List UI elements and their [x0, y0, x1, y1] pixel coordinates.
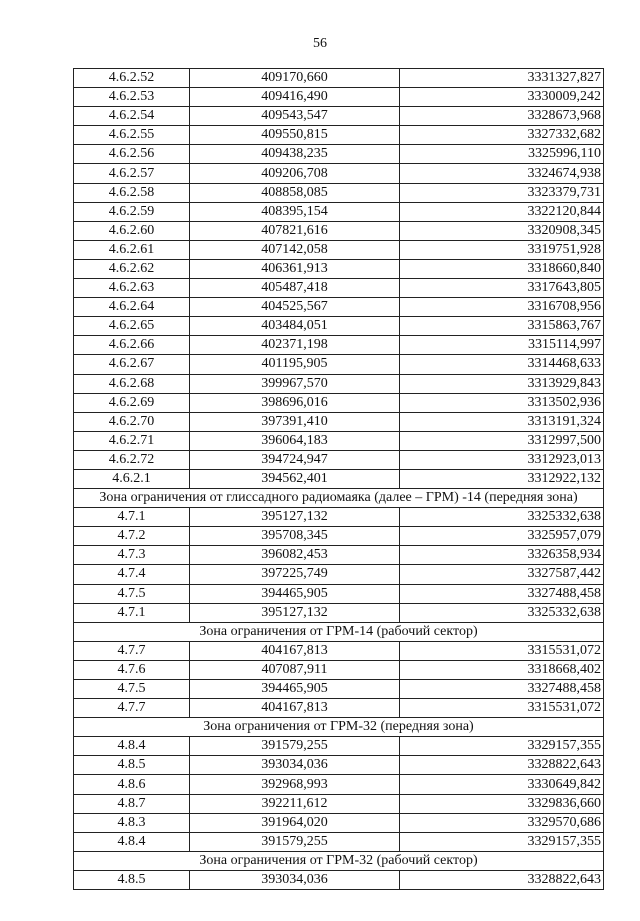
y-coordinate-cell: 3315531,072 — [400, 699, 604, 718]
point-number-cell: 4.8.7 — [74, 794, 190, 813]
y-coordinate-cell: 3316708,956 — [400, 298, 604, 317]
y-coordinate-cell: 3318660,840 — [400, 259, 604, 278]
table-row — [74, 240, 604, 259]
y-coordinate-cell: 3325957,079 — [400, 527, 604, 546]
point-number-cell: 4.7.6 — [74, 660, 190, 679]
table-row — [74, 870, 604, 889]
x-coordinate-cell: 393034,036 — [190, 870, 400, 889]
table-row — [74, 680, 604, 699]
table-row — [74, 431, 604, 450]
x-coordinate-cell: 396064,183 — [190, 431, 400, 450]
x-coordinate-cell: 408858,085 — [190, 183, 400, 202]
y-coordinate-cell: 3313929,843 — [400, 374, 604, 393]
y-coordinate-cell: 3328822,643 — [400, 870, 604, 889]
x-coordinate-cell: 396082,453 — [190, 546, 400, 565]
table-row — [74, 88, 604, 107]
y-coordinate-cell: 3313191,324 — [400, 412, 604, 431]
point-number-cell: 4.7.3 — [74, 546, 190, 565]
point-number-cell: 4.8.3 — [74, 813, 190, 832]
point-number-cell: 4.6.2.60 — [74, 221, 190, 240]
point-number-cell: 4.7.1 — [74, 508, 190, 527]
table-row — [74, 832, 604, 851]
table-row — [74, 355, 604, 374]
y-coordinate-cell: 3328673,968 — [400, 107, 604, 126]
x-coordinate-cell: 401195,905 — [190, 355, 400, 374]
table-row — [74, 69, 604, 88]
point-number-cell: 4.6.2.59 — [74, 202, 190, 221]
y-coordinate-cell: 3315114,997 — [400, 336, 604, 355]
x-coordinate-cell: 391579,255 — [190, 737, 400, 756]
table-row — [74, 202, 604, 221]
x-coordinate-cell: 391964,020 — [190, 813, 400, 832]
y-coordinate-cell: 3320908,345 — [400, 221, 604, 240]
point-number-cell: 4.8.5 — [74, 756, 190, 775]
section-header-row — [74, 718, 604, 737]
x-coordinate-cell: 404167,813 — [190, 641, 400, 660]
x-coordinate-cell: 409416,490 — [190, 88, 400, 107]
table-row — [74, 107, 604, 126]
table-row — [74, 393, 604, 412]
table-row — [74, 565, 604, 584]
x-coordinate-cell: 393034,036 — [190, 756, 400, 775]
x-coordinate-cell: 407821,616 — [190, 221, 400, 240]
table-row — [74, 508, 604, 527]
section-title: Зона ограничения от глиссадного радиомаяка (далее – ГРМ) -14 (передняя зона) — [74, 489, 604, 508]
point-number-cell: 4.6.2.58 — [74, 183, 190, 202]
point-number-cell: 4.6.2.56 — [74, 145, 190, 164]
section-header-row — [74, 622, 604, 641]
y-coordinate-cell: 3312997,500 — [400, 431, 604, 450]
y-coordinate-cell: 3330649,842 — [400, 775, 604, 794]
point-number-cell: 4.6.2.63 — [74, 279, 190, 298]
point-number-cell: 4.6.2.64 — [74, 298, 190, 317]
section-title: Зона ограничения от ГРМ-32 (передняя зона) — [74, 718, 604, 737]
table-row — [74, 813, 604, 832]
point-number-cell: 4.6.2.53 — [74, 88, 190, 107]
y-coordinate-cell: 3329570,686 — [400, 813, 604, 832]
x-coordinate-cell: 394724,947 — [190, 450, 400, 469]
y-coordinate-cell: 3325996,110 — [400, 145, 604, 164]
x-coordinate-cell: 403484,051 — [190, 317, 400, 336]
x-coordinate-cell: 395127,132 — [190, 603, 400, 622]
point-number-cell: 4.8.4 — [74, 737, 190, 756]
table-row — [74, 126, 604, 145]
point-number-cell: 4.7.7 — [74, 641, 190, 660]
point-number-cell: 4.6.2.70 — [74, 412, 190, 431]
point-number-cell: 4.6.2.54 — [74, 107, 190, 126]
y-coordinate-cell: 3319751,928 — [400, 240, 604, 259]
table-row — [74, 469, 604, 488]
x-coordinate-cell: 409438,235 — [190, 145, 400, 164]
y-coordinate-cell: 3327587,442 — [400, 565, 604, 584]
y-coordinate-cell: 3328822,643 — [400, 756, 604, 775]
x-coordinate-cell: 409170,660 — [190, 69, 400, 88]
table-row — [74, 374, 604, 393]
y-coordinate-cell: 3313502,936 — [400, 393, 604, 412]
x-coordinate-cell: 404167,813 — [190, 699, 400, 718]
table-row — [74, 164, 604, 183]
point-number-cell: 4.6.2.52 — [74, 69, 190, 88]
x-coordinate-cell: 404525,567 — [190, 298, 400, 317]
x-coordinate-cell: 407142,058 — [190, 240, 400, 259]
x-coordinate-cell: 398696,016 — [190, 393, 400, 412]
y-coordinate-cell: 3325332,638 — [400, 603, 604, 622]
point-number-cell: 4.7.5 — [74, 584, 190, 603]
point-number-cell: 4.7.7 — [74, 699, 190, 718]
coordinates-table-body — [74, 69, 604, 890]
point-number-cell: 4.6.2.1 — [74, 469, 190, 488]
y-coordinate-cell: 3327332,682 — [400, 126, 604, 145]
y-coordinate-cell: 3322120,844 — [400, 202, 604, 221]
point-number-cell: 4.6.2.71 — [74, 431, 190, 450]
y-coordinate-cell: 3315531,072 — [400, 641, 604, 660]
y-coordinate-cell: 3330009,242 — [400, 88, 604, 107]
x-coordinate-cell: 397391,410 — [190, 412, 400, 431]
x-coordinate-cell: 399967,570 — [190, 374, 400, 393]
x-coordinate-cell: 408395,154 — [190, 202, 400, 221]
section-title: Зона ограничения от ГРМ-14 (рабочий сектор) — [74, 622, 604, 641]
section-header-row — [74, 489, 604, 508]
y-coordinate-cell: 3331327,827 — [400, 69, 604, 88]
point-number-cell: 4.6.2.55 — [74, 126, 190, 145]
table-row — [74, 298, 604, 317]
section-title: Зона ограничения от ГРМ-32 (рабочий сектор) — [74, 851, 604, 870]
x-coordinate-cell: 406361,913 — [190, 259, 400, 278]
table-row — [74, 450, 604, 469]
y-coordinate-cell: 3326358,934 — [400, 546, 604, 565]
y-coordinate-cell: 3327488,458 — [400, 584, 604, 603]
x-coordinate-cell: 392211,612 — [190, 794, 400, 813]
table-row — [74, 756, 604, 775]
point-number-cell: 4.6.2.65 — [74, 317, 190, 336]
table-row — [74, 794, 604, 813]
section-header-row — [74, 851, 604, 870]
y-coordinate-cell: 3329157,355 — [400, 737, 604, 756]
y-coordinate-cell: 3329836,660 — [400, 794, 604, 813]
point-number-cell: 4.6.2.62 — [74, 259, 190, 278]
x-coordinate-cell: 409206,708 — [190, 164, 400, 183]
x-coordinate-cell: 395127,132 — [190, 508, 400, 527]
table-row — [74, 699, 604, 718]
x-coordinate-cell: 409550,815 — [190, 126, 400, 145]
y-coordinate-cell: 3315863,767 — [400, 317, 604, 336]
table-row — [74, 775, 604, 794]
table-row — [74, 336, 604, 355]
point-number-cell: 4.8.5 — [74, 870, 190, 889]
point-number-cell: 4.6.2.66 — [74, 336, 190, 355]
y-coordinate-cell: 3318668,402 — [400, 660, 604, 679]
table-row — [74, 259, 604, 278]
point-number-cell: 4.6.2.69 — [74, 393, 190, 412]
x-coordinate-cell: 395708,345 — [190, 527, 400, 546]
x-coordinate-cell: 392968,993 — [190, 775, 400, 794]
table-row — [74, 527, 604, 546]
point-number-cell: 4.8.6 — [74, 775, 190, 794]
point-number-cell: 4.6.2.72 — [74, 450, 190, 469]
point-number-cell: 4.7.2 — [74, 527, 190, 546]
x-coordinate-cell: 402371,198 — [190, 336, 400, 355]
table-row — [74, 412, 604, 431]
point-number-cell: 4.7.5 — [74, 680, 190, 699]
x-coordinate-cell: 409543,547 — [190, 107, 400, 126]
table-row — [74, 737, 604, 756]
point-number-cell: 4.6.2.61 — [74, 240, 190, 259]
point-number-cell: 4.7.1 — [74, 603, 190, 622]
y-coordinate-cell: 3314468,633 — [400, 355, 604, 374]
x-coordinate-cell: 394562,401 — [190, 469, 400, 488]
x-coordinate-cell: 391579,255 — [190, 832, 400, 851]
table-row — [74, 279, 604, 298]
y-coordinate-cell: 3324674,938 — [400, 164, 604, 183]
y-coordinate-cell: 3329157,355 — [400, 832, 604, 851]
point-number-cell: 4.6.2.67 — [74, 355, 190, 374]
y-coordinate-cell: 3323379,731 — [400, 183, 604, 202]
x-coordinate-cell: 394465,905 — [190, 584, 400, 603]
table-row — [74, 584, 604, 603]
table-row — [74, 603, 604, 622]
y-coordinate-cell: 3317643,805 — [400, 279, 604, 298]
x-coordinate-cell: 397225,749 — [190, 565, 400, 584]
point-number-cell: 4.7.4 — [74, 565, 190, 584]
table-row — [74, 660, 604, 679]
table-row — [74, 641, 604, 660]
x-coordinate-cell: 394465,905 — [190, 680, 400, 699]
point-number-cell: 4.6.2.57 — [74, 164, 190, 183]
point-number-cell: 4.8.4 — [74, 832, 190, 851]
y-coordinate-cell: 3312922,132 — [400, 469, 604, 488]
table-row — [74, 546, 604, 565]
x-coordinate-cell: 407087,911 — [190, 660, 400, 679]
page-number: 56 — [313, 36, 327, 51]
y-coordinate-cell: 3312923,013 — [400, 450, 604, 469]
point-number-cell: 4.6.2.68 — [74, 374, 190, 393]
x-coordinate-cell: 405487,418 — [190, 279, 400, 298]
table-row — [74, 221, 604, 240]
y-coordinate-cell: 3327488,458 — [400, 680, 604, 699]
table-row — [74, 183, 604, 202]
table-row — [74, 145, 604, 164]
coordinates-table — [73, 68, 604, 890]
table-row — [74, 317, 604, 336]
y-coordinate-cell: 3325332,638 — [400, 508, 604, 527]
